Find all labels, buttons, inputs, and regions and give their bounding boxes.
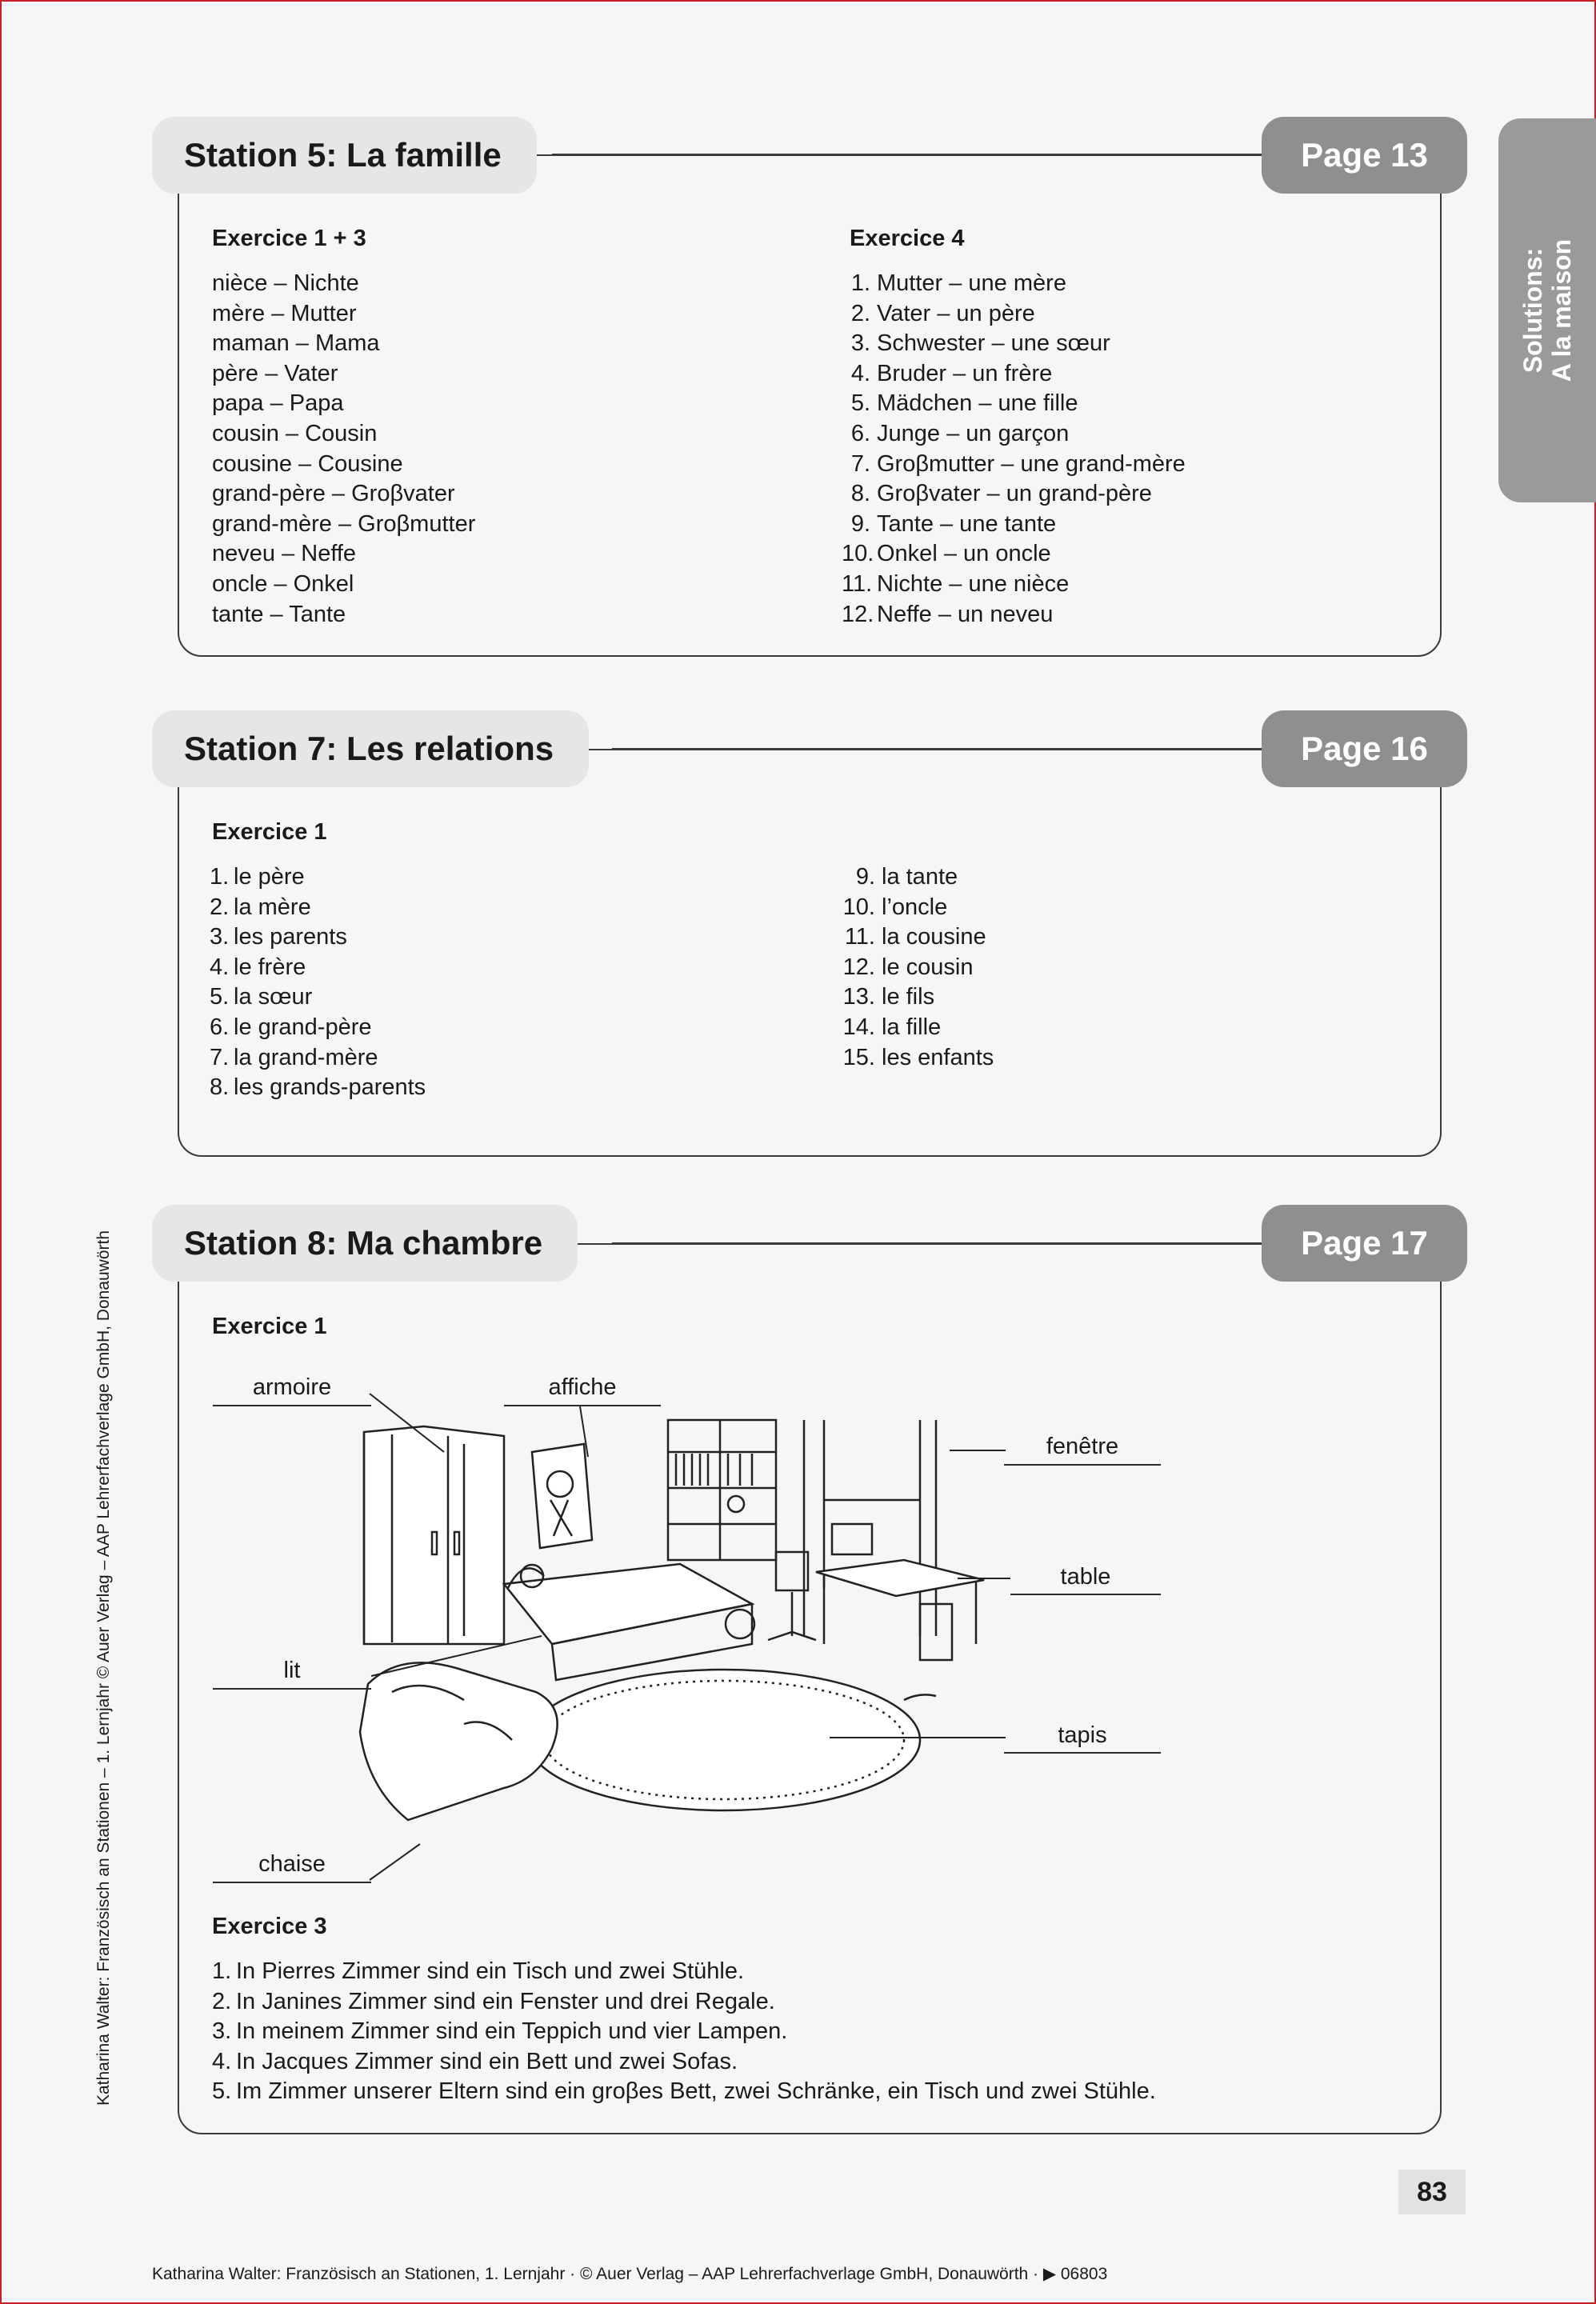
station5-page: Page 13: [1262, 117, 1467, 194]
list-item-number: 2.: [850, 300, 870, 326]
list-item-text: la sœur: [234, 984, 313, 1010]
list-item-text: la cousine: [882, 924, 986, 950]
list-item-number: 12.: [842, 954, 875, 980]
list-item-number: 2.: [212, 1988, 232, 2014]
list-item: mère – Mutter: [212, 300, 357, 326]
station5-header-line: [552, 154, 1272, 155]
list-item: [842, 862, 994, 893]
list-item: maman – Mama: [212, 330, 380, 357]
list-item: [210, 1013, 426, 1043]
list-item-number: 9.: [850, 510, 870, 537]
desk-chair-drawing: [768, 1552, 816, 1640]
list-item: [842, 299, 1186, 330]
list-item-text: Mutter – une mère: [877, 270, 1066, 296]
station7-left-list: [210, 862, 426, 1103]
list-item-text: le fils: [882, 984, 935, 1010]
station7-header-line: [612, 748, 1272, 750]
list-item-number: 7.: [850, 450, 870, 477]
label-chaise: chaise: [258, 1851, 326, 1877]
list-item-text: In Jacques Zimmer sind ein Bett und zwei Sofas.: [236, 2048, 738, 2074]
list-item-number: 1.: [850, 270, 870, 296]
list-item-number: 8.: [210, 1074, 230, 1101]
list-item-number: 4.: [212, 2048, 232, 2074]
list-item-text: la grand-mère: [234, 1044, 378, 1070]
label-line-armoire: [213, 1405, 371, 1406]
list-item-text: le grand-père: [234, 1014, 372, 1040]
list-item-text: les enfants: [882, 1044, 994, 1070]
list-item-number: 1.: [210, 864, 230, 890]
list-item: [210, 982, 426, 1013]
list-item: [842, 479, 1186, 510]
list-item: grand-mère – Groβmutter: [212, 510, 476, 537]
leader-tapis: [828, 1732, 1008, 1748]
list-item-number: 13.: [842, 984, 875, 1010]
list-item-number: 5.: [212, 2078, 232, 2105]
footer-credit: Katharina Walter: Französisch an Stationen, 1. Lernjahr · © Auer Verlag – AAP Lehrerfachverlage GmbH, Donauwörth · ▶ 06803: [152, 2265, 1108, 2283]
list-item: [842, 600, 1186, 630]
list-item-number: 5.: [850, 390, 870, 417]
list-item-number: 11.: [842, 570, 873, 597]
list-item-number: 1.: [212, 1958, 232, 1984]
list-item-text: Junge – un garçon: [877, 420, 1070, 446]
list-item-text: le cousin: [882, 954, 974, 980]
station7-heading: Exercice 1: [212, 819, 327, 845]
list-item-number: 12.: [842, 601, 874, 627]
list-item: [842, 982, 994, 1013]
list-item-text: les grands-parents: [234, 1074, 426, 1101]
label-line-table: [1010, 1594, 1161, 1595]
list-item-text: In Janines Zimmer sind ein Fenster und drei Regale.: [236, 1988, 775, 2014]
list-item: [210, 893, 426, 923]
side-tab-label: Solutions: A la maison: [1518, 238, 1576, 382]
label-lit: lit: [283, 1658, 301, 1683]
list-item-text: la mère: [234, 894, 311, 920]
list-item-text: la tante: [882, 864, 958, 890]
list-item-text: la fille: [882, 1014, 942, 1040]
list-item: [842, 419, 1186, 450]
list-item: [842, 1013, 994, 1043]
list-item-text: Nichte – une nièce: [877, 570, 1070, 597]
list-item-number: 11.: [844, 924, 875, 950]
list-item-number: 10.: [842, 541, 874, 567]
list-item-text: Neffe – un neveu: [877, 601, 1054, 627]
list-item-number: 9.: [855, 864, 875, 890]
list-item: [210, 1043, 426, 1074]
list-item-text: Im Zimmer unserer Eltern sind ein groβes Bett, zwei Schränke, ein Tisch und zwei Stühle.: [236, 2078, 1156, 2105]
ball-drawing: [726, 1610, 754, 1638]
list-item: [212, 1957, 1156, 1987]
station5-title: Station 5: La famille: [152, 117, 537, 194]
list-item-number: 3.: [210, 924, 230, 950]
label-line-lit: [213, 1688, 371, 1690]
list-item: [210, 953, 426, 983]
page-number: 83: [1398, 2170, 1466, 2214]
label-affiche: affiche: [548, 1374, 617, 1400]
shelves-drawing: [668, 1420, 776, 1560]
list-item-text: Groβmutter – une grand-mère: [877, 450, 1186, 477]
list-item-text: Tante – une tante: [877, 510, 1057, 537]
station5-left-list: [212, 269, 475, 630]
leader-lit: [370, 1632, 546, 1696]
list-item-text: Schwester – une sœur: [877, 330, 1110, 357]
list-item-text: l’oncle: [882, 894, 948, 920]
station7-title: Station 7: Les relations: [152, 710, 589, 787]
station8-title: Station 8: Ma chambre: [152, 1205, 578, 1282]
label-line-tapis: [1004, 1752, 1161, 1754]
list-item: [212, 2047, 1156, 2078]
list-item: [212, 1987, 1156, 2018]
list-item: [842, 389, 1186, 419]
label-line-fenetre: [1004, 1464, 1161, 1466]
list-item-text: le père: [234, 864, 305, 890]
list-item-number: 6.: [210, 1014, 230, 1040]
list-item: père – Vater: [212, 360, 338, 386]
list-item: neveu – Neffe: [212, 541, 357, 567]
wardrobe-drawing: [364, 1426, 504, 1644]
list-item: [842, 922, 994, 953]
list-item-number: 7.: [210, 1044, 230, 1070]
label-tapis: tapis: [1058, 1722, 1107, 1748]
station7-page: Page 16: [1262, 710, 1467, 787]
list-item: grand-père – Groβvater: [212, 481, 455, 507]
list-item-text: les parents: [234, 924, 347, 950]
list-item: [842, 1043, 994, 1074]
list-item: nièce – Nichte: [212, 270, 359, 296]
list-item-number: 4.: [210, 954, 230, 980]
list-item: [842, 510, 1186, 540]
list-item: [842, 269, 1186, 299]
leader-chaise: [368, 1836, 424, 1884]
station5-right-heading: Exercice 4: [850, 226, 965, 251]
leader-affiche: [572, 1405, 596, 1461]
list-item: [842, 450, 1186, 480]
leader-table: [956, 1572, 1012, 1596]
list-item: [210, 1073, 426, 1103]
list-item-text: In Pierres Zimmer sind ein Tisch und zwei Stühle.: [236, 1958, 745, 1984]
list-item: [210, 862, 426, 893]
list-item-number: 8.: [850, 481, 870, 507]
label-line-chaise: [213, 1882, 371, 1883]
list-item-number: 10.: [842, 894, 875, 920]
list-item: [212, 2077, 1156, 2107]
list-item: [210, 922, 426, 953]
list-item: [842, 539, 1186, 570]
station8-header-line: [612, 1242, 1272, 1244]
list-item-number: 2.: [210, 894, 230, 920]
list-item: [842, 893, 994, 923]
list-item-number: 14.: [842, 1014, 875, 1040]
list-item-text: In meinem Zimmer sind ein Teppich und vier Lampen.: [236, 2018, 788, 2045]
list-item-text: le frère: [234, 954, 306, 980]
list-item: [842, 953, 994, 983]
station8-heading3: Exercice 3: [212, 1914, 327, 1939]
list-item-number: 6.: [850, 420, 870, 446]
list-item-text: Onkel – un oncle: [877, 541, 1051, 567]
station8-ex3-list: [212, 1957, 1156, 2107]
list-item-text: Bruder – un frère: [877, 360, 1053, 386]
leader-armoire: [368, 1392, 448, 1456]
list-item: cousin – Cousin: [212, 420, 378, 446]
station8-page: Page 17: [1262, 1205, 1467, 1282]
list-item-number: 4.: [850, 360, 870, 386]
list-item-number: 3.: [850, 330, 870, 357]
bedroom-illustration: [344, 1404, 1016, 1852]
list-item-number: 3.: [212, 2018, 232, 2045]
list-item: papa – Papa: [212, 390, 344, 417]
label-armoire: armoire: [252, 1374, 332, 1400]
list-item: [842, 329, 1186, 359]
vertical-credit: Katharina Walter: Französisch an Stationen – 1. Lernjahr © Auer Verlag – AAP Lehrerfachverlage GmbH, Donauwörth: [94, 1230, 113, 2106]
leader-fenetre: [948, 1444, 1008, 1468]
list-item: tante – Tante: [212, 601, 346, 627]
list-item-number: 5.: [210, 984, 230, 1010]
station5-left-heading: Exercice 1 + 3: [212, 226, 366, 251]
list-item-number: 15.: [842, 1044, 875, 1070]
list-item: oncle – Onkel: [212, 570, 354, 597]
station7-right-list: [842, 862, 994, 1073]
label-fenetre: fenêtre: [1046, 1434, 1119, 1459]
list-item-text: Groβvater – un grand-père: [877, 481, 1152, 507]
list-item: [842, 359, 1186, 390]
label-table: table: [1060, 1564, 1111, 1590]
list-item: [212, 2017, 1156, 2047]
station5-right-list: [842, 269, 1186, 630]
list-item-text: Mädchen – une fille: [877, 390, 1078, 417]
station8-heading1: Exercice 1: [212, 1314, 327, 1339]
list-item: cousine – Cousine: [212, 450, 403, 477]
list-item: [842, 570, 1186, 600]
list-item-text: Vater – un père: [877, 300, 1035, 326]
slipper-drawing: [904, 1694, 936, 1700]
